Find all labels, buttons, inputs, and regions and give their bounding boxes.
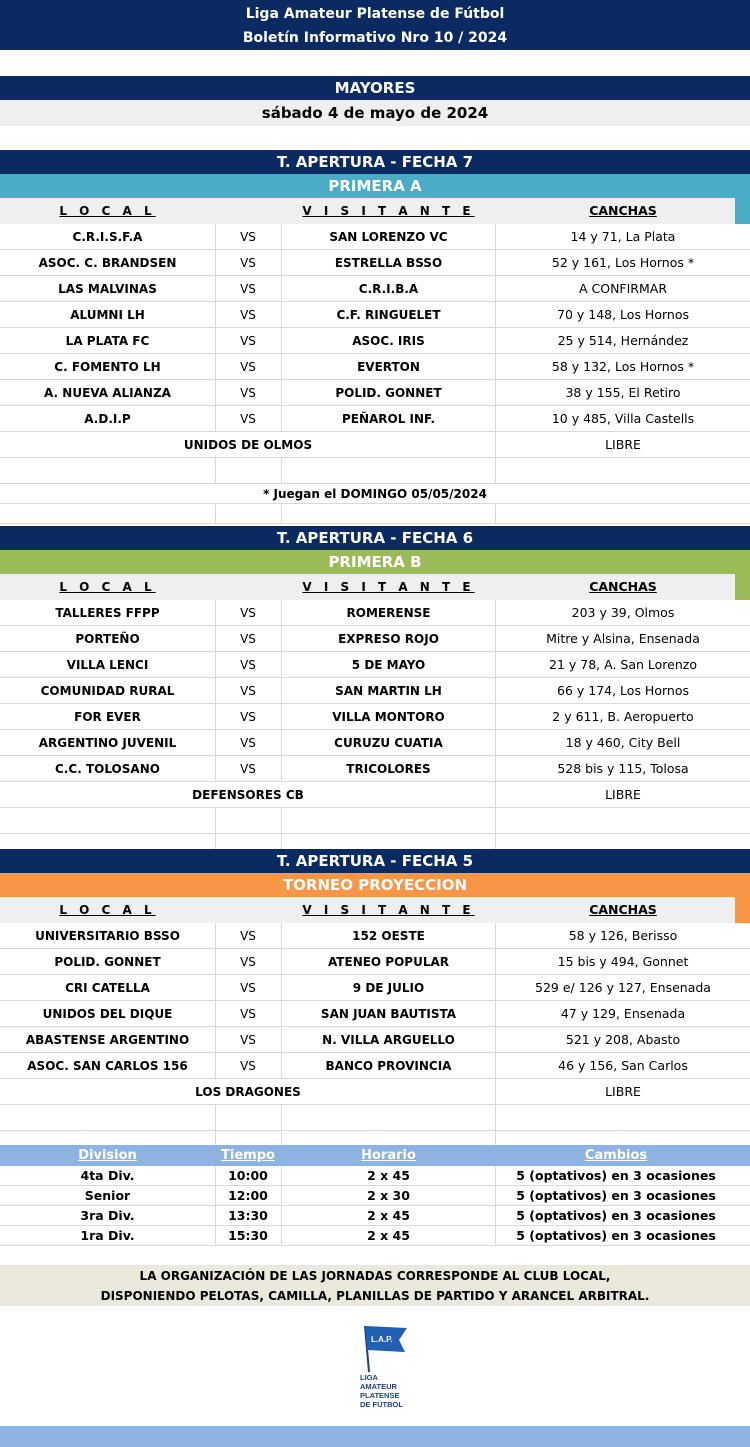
column-divider [495, 1027, 496, 1052]
column-divider [281, 354, 282, 379]
column-divider [281, 406, 282, 431]
schedule-col-division: Division [78, 1148, 137, 1163]
column-divider [215, 328, 216, 353]
visiting-team: 5 DE MAYO [351, 658, 426, 672]
column-divider [281, 302, 282, 327]
venue: 70 y 148, Los Hornos [557, 307, 689, 322]
schedule-col-cambios: Cambios [584, 1148, 648, 1163]
local-team: UNIDOS DEL DIQUE [42, 1007, 173, 1021]
column-divider [215, 975, 216, 1000]
column-divider [495, 652, 496, 677]
schedule-row [0, 1226, 750, 1246]
vs-label: VS [240, 386, 256, 400]
match-row [0, 949, 750, 975]
vs-label: VS [240, 658, 256, 672]
column-divider [495, 250, 496, 275]
schedule-row [0, 1206, 750, 1226]
column-divider [495, 1186, 496, 1205]
column-divider [495, 808, 496, 833]
column-divider [281, 652, 282, 677]
schedule-division: 3ra Div. [80, 1208, 135, 1223]
division-tab [735, 873, 750, 923]
bye-label: LIBRE [605, 437, 641, 452]
division-banner: PRIMERA A [0, 174, 750, 198]
local-team: C.C. TOLOSANO [55, 762, 160, 776]
bye-label: LIBRE [605, 787, 641, 802]
column-divider [495, 504, 496, 523]
match-row [0, 756, 750, 782]
column-divider [215, 250, 216, 275]
column-divider [215, 704, 216, 729]
match-row [0, 302, 750, 328]
logo-line: AMATEUR [360, 1382, 397, 1391]
schedule-row [0, 1166, 750, 1186]
column-divider [495, 1226, 496, 1245]
schedule-col-horario: Horario [361, 1148, 416, 1163]
venue: 25 y 514, Hernández [557, 333, 689, 348]
match-row [0, 626, 750, 652]
column-divider [215, 1206, 216, 1225]
column-divider [495, 730, 496, 755]
vs-label: VS [240, 981, 256, 995]
column-divider [495, 224, 496, 249]
schedule-division: 1ra Div. [80, 1228, 135, 1243]
col-local: L O C A L [59, 204, 156, 218]
schedule-substitutions: 5 (optativos) en 3 ocasiones [516, 1168, 716, 1183]
local-team: PORTEÑO [75, 632, 140, 646]
col-visitante: V I S I T A N T E [302, 903, 475, 917]
vs-label: VS [240, 632, 256, 646]
vs-label: VS [240, 606, 256, 620]
vs-label: VS [240, 1007, 256, 1021]
local-team: A.D.I.P [84, 412, 131, 426]
local-team: VILLA LENCI [66, 658, 149, 672]
column-divider [215, 1226, 216, 1245]
column-divider [215, 626, 216, 651]
column-divider [495, 1105, 496, 1130]
match-row [0, 276, 750, 302]
column-divider [495, 756, 496, 781]
venue: 528 bis y 115, Tolosa [557, 761, 689, 776]
column-headers [0, 897, 750, 923]
schedule-time: 15:30 [228, 1228, 268, 1243]
column-divider [495, 600, 496, 625]
column-divider [495, 406, 496, 431]
column-divider [215, 949, 216, 974]
col-visitante: V I S I T A N T E [302, 580, 475, 594]
venue: 529 e/ 126 y 127, Ensenada [535, 980, 711, 995]
logo-line: LIGA [360, 1373, 378, 1382]
column-divider [281, 1105, 282, 1130]
division-tab [735, 174, 750, 224]
venue: 46 y 156, San Carlos [558, 1058, 688, 1073]
visiting-team: BANCO PROVINCIA [325, 1059, 452, 1073]
vs-label: VS [240, 762, 256, 776]
local-team: C.R.I.S.F.A [72, 230, 143, 244]
schedule-duration: 2 x 30 [367, 1188, 410, 1203]
column-divider [495, 354, 496, 379]
column-divider [215, 302, 216, 327]
logo-text [360, 1373, 430, 1409]
blank-row [0, 458, 750, 484]
col-local: L O C A L [59, 580, 156, 594]
schedule-substitutions: 5 (optativos) en 3 ocasiones [516, 1188, 716, 1203]
column-divider [215, 1053, 216, 1078]
bye-team: DEFENSORES CB [192, 788, 304, 802]
league-title: Liga Amateur Platense de Fútbol [245, 6, 505, 22]
column-divider [215, 808, 216, 833]
visiting-team: C.R.I.B.A [358, 282, 419, 296]
schedule-time: 10:00 [228, 1168, 268, 1183]
bulletin-header [0, 0, 750, 50]
column-divider [281, 1206, 282, 1225]
schedule-row [0, 1186, 750, 1206]
column-divider [215, 354, 216, 379]
match-row [0, 354, 750, 380]
venue: 2 y 611, B. Aeropuerto [552, 709, 694, 724]
local-team: ASOC. SAN CARLOS 156 [27, 1059, 188, 1073]
column-divider [495, 704, 496, 729]
column-divider [215, 504, 216, 523]
column-divider [281, 975, 282, 1000]
bye-team: UNIDOS DE OLMOS [183, 438, 313, 452]
schedule-duration: 2 x 45 [367, 1208, 410, 1223]
logo-line: PLATENSE [360, 1391, 400, 1400]
column-divider [495, 328, 496, 353]
column-divider [215, 1105, 216, 1130]
column-divider [281, 808, 282, 833]
match-row [0, 250, 750, 276]
match-row [0, 730, 750, 756]
local-team: ABASTENSE ARGENTINO [25, 1033, 190, 1047]
column-divider [495, 276, 496, 301]
vs-label: VS [240, 929, 256, 943]
col-canchas: CANCHAS [589, 902, 657, 917]
category-banner: MAYORES [0, 76, 750, 100]
column-divider [495, 458, 496, 483]
local-team: UNIVERSITARIO BSSO [35, 929, 180, 943]
match-row [0, 1027, 750, 1053]
local-team: LA PLATA FC [65, 334, 150, 348]
vs-label: VS [240, 282, 256, 296]
blank-row [0, 808, 750, 834]
section-title: T. APERTURA - FECHA 7 [0, 150, 750, 174]
column-divider [281, 224, 282, 249]
vs-label: VS [240, 412, 256, 426]
column-divider [495, 1206, 496, 1225]
logo-line: DE FUTBOL [360, 1400, 403, 1409]
schedule-header [0, 1145, 750, 1166]
venue: Mitre y Alsina, Ensenada [546, 631, 700, 646]
division-tab [735, 550, 750, 600]
logo-flag-text: L.A.P. [371, 1335, 393, 1344]
column-divider [495, 432, 496, 457]
vs-label: VS [240, 710, 256, 724]
column-divider [495, 1166, 496, 1185]
column-divider [495, 626, 496, 651]
vs-label: VS [240, 334, 256, 348]
column-divider [215, 678, 216, 703]
venue: 18 y 460, City Bell [565, 735, 681, 750]
visiting-team: 9 DE JULIO [352, 981, 425, 995]
bye-row [0, 432, 750, 458]
column-divider [215, 652, 216, 677]
schedule-substitutions: 5 (optativos) en 3 ocasiones [516, 1228, 716, 1243]
column-divider [215, 923, 216, 948]
col-canchas: CANCHAS [589, 203, 657, 218]
venue: 58 y 132, Los Hornos * [551, 359, 695, 374]
vs-label: VS [240, 360, 256, 374]
visiting-team: EXPRESO ROJO [338, 632, 439, 646]
schedule-duration: 2 x 45 [367, 1168, 410, 1183]
visiting-team: VILLA MONTORO [332, 710, 445, 724]
blank-row [0, 504, 750, 524]
column-divider [215, 276, 216, 301]
blank-row [0, 1105, 750, 1131]
venue: A CONFIRMAR [578, 281, 668, 296]
match-row [0, 652, 750, 678]
column-divider [215, 730, 216, 755]
organization-note-line1: LA ORGANIZACIÓN DE LAS JORNADAS CORRESPONDE AL CLUB LOCAL, [139, 1269, 611, 1283]
visiting-team: POLID. GONNET [335, 386, 442, 400]
schedule-time: 12:00 [228, 1188, 268, 1203]
visiting-team: ESTRELLA BSSO [334, 256, 443, 270]
column-divider [281, 600, 282, 625]
column-divider [215, 458, 216, 483]
column-divider [495, 380, 496, 405]
venue: 14 y 71, La Plata [570, 229, 676, 244]
column-divider [215, 1186, 216, 1205]
column-divider [215, 406, 216, 431]
column-divider [281, 250, 282, 275]
vs-label: VS [240, 955, 256, 969]
column-divider [281, 380, 282, 405]
column-divider [495, 1079, 496, 1104]
match-row [0, 1053, 750, 1079]
match-row [0, 704, 750, 730]
visiting-team: ASOC. IRIS [352, 334, 425, 348]
local-team: CRI CATELLA [65, 981, 150, 995]
bottom-bar [0, 1426, 750, 1447]
column-divider [495, 1001, 496, 1026]
visiting-team: SAN MARTIN LH [335, 684, 442, 698]
column-divider [281, 1053, 282, 1078]
match-row [0, 224, 750, 250]
vs-label: VS [240, 736, 256, 750]
venue: 66 y 174, Los Hornos [557, 683, 689, 698]
local-team: ARGENTINO JUVENIL [38, 736, 177, 750]
local-team: LAS MALVINAS [58, 282, 157, 296]
local-team: COMUNIDAD RURAL [40, 684, 175, 698]
schedule-division: 4ta Div. [80, 1168, 135, 1183]
vs-label: VS [240, 1033, 256, 1047]
match-row [0, 678, 750, 704]
column-divider [495, 678, 496, 703]
visiting-team: TRICOLORES [346, 762, 431, 776]
column-divider [215, 600, 216, 625]
col-canchas: CANCHAS [589, 579, 657, 594]
col-local: L O C A L [59, 903, 156, 917]
column-divider [281, 704, 282, 729]
vs-label: VS [240, 308, 256, 322]
schedule-division: Senior [84, 1188, 131, 1203]
local-team: A. NUEVA ALIANZA [44, 386, 171, 400]
visiting-team: SAN JUAN BAUTISTA [320, 1007, 457, 1021]
column-divider [281, 949, 282, 974]
column-divider [281, 730, 282, 755]
organization-note [0, 1265, 750, 1306]
section-note: * Juegan el DOMINGO 05/05/2024 [0, 484, 750, 504]
column-headers [0, 574, 750, 600]
column-divider [495, 975, 496, 1000]
bye-row [0, 1079, 750, 1105]
schedule-time: 13:30 [228, 1208, 268, 1223]
visiting-team: PEÑAROL INF. [341, 412, 436, 426]
venue: 52 y 161, Los Hornos * [551, 255, 695, 270]
venue: 38 y 155, El Retiro [565, 385, 681, 400]
vs-label: VS [240, 230, 256, 244]
venue: 521 y 208, Abasto [565, 1032, 681, 1047]
column-divider [281, 328, 282, 353]
column-divider [215, 380, 216, 405]
column-divider [281, 276, 282, 301]
column-divider [215, 756, 216, 781]
visiting-team: ATENEO POPULAR [327, 955, 450, 969]
column-divider [215, 1027, 216, 1052]
venue: 15 bis y 494, Gonnet [557, 954, 689, 969]
local-team: POLID. GONNET [54, 955, 161, 969]
match-row [0, 975, 750, 1001]
venue: 47 y 129, Ensenada [560, 1006, 686, 1021]
column-divider [281, 1166, 282, 1185]
section-title: T. APERTURA - FECHA 5 [0, 849, 750, 873]
match-row [0, 328, 750, 354]
column-divider [215, 1166, 216, 1185]
vs-label: VS [240, 256, 256, 270]
visiting-team: ROMERENSE [346, 606, 431, 620]
column-divider [215, 1001, 216, 1026]
column-divider [495, 923, 496, 948]
venue: 10 y 485, Villa Castells [551, 411, 695, 426]
column-divider [281, 458, 282, 483]
organization-note-line2: DISPONIENDO PELOTAS, CAMILLA, PLANILLAS DE PARTIDO Y ARANCEL ARBITRAL. [100, 1289, 650, 1303]
vs-label: VS [240, 1059, 256, 1073]
division-banner: TORNEO PROYECCION [0, 873, 750, 897]
column-divider [495, 782, 496, 807]
local-team: ASOC. C. BRANDSEN [38, 256, 177, 270]
schedule-substitutions: 5 (optativos) en 3 ocasiones [516, 1208, 716, 1223]
schedule-duration: 2 x 45 [367, 1228, 410, 1243]
venue: 21 y 78, A. San Lorenzo [549, 657, 697, 672]
bye-team: LOS DRAGONES [195, 1085, 301, 1099]
section-title: T. APERTURA - FECHA 6 [0, 526, 750, 550]
bulletin-number: Boletín Informativo Nro 10 / 2024 [242, 30, 508, 46]
col-visitante: V I S I T A N T E [302, 204, 475, 218]
match-row [0, 380, 750, 406]
visiting-team: 152 OESTE [352, 929, 425, 943]
match-date: sábado 4 de mayo de 2024 [0, 100, 750, 126]
division-banner: PRIMERA B [0, 550, 750, 574]
venue: 203 y 39, Olmos [571, 605, 675, 620]
match-row [0, 923, 750, 949]
column-divider [281, 678, 282, 703]
column-divider [281, 1001, 282, 1026]
column-divider [495, 949, 496, 974]
local-team: TALLERES FFPP [55, 606, 160, 620]
bye-label: LIBRE [605, 1084, 641, 1099]
vs-label: VS [240, 684, 256, 698]
schedule-col-tiempo: Tiempo [221, 1148, 275, 1163]
match-row [0, 600, 750, 626]
local-team: FOR EVER [74, 710, 141, 724]
bye-row [0, 782, 750, 808]
visiting-team: EVERTON [357, 360, 420, 374]
venue: 58 y 126, Berisso [568, 928, 678, 943]
column-divider [495, 1053, 496, 1078]
column-divider [281, 1027, 282, 1052]
column-divider [215, 224, 216, 249]
visiting-team: N. VILLA ARGUELLO [322, 1033, 455, 1047]
visiting-team: CURUZU CUATIA [334, 736, 443, 750]
match-row [0, 406, 750, 432]
local-team: ALUMNI LH [70, 308, 145, 322]
visiting-team: SAN LORENZO VC [329, 230, 448, 244]
match-row [0, 1001, 750, 1027]
local-team: C. FOMENTO LH [54, 360, 161, 374]
column-divider [495, 302, 496, 327]
column-divider [281, 504, 282, 523]
column-divider [281, 923, 282, 948]
column-divider [281, 626, 282, 651]
column-divider [281, 1186, 282, 1205]
column-divider [281, 1226, 282, 1245]
column-headers [0, 198, 750, 224]
column-divider [281, 756, 282, 781]
visiting-team: C.F. RINGUELET [336, 308, 441, 322]
